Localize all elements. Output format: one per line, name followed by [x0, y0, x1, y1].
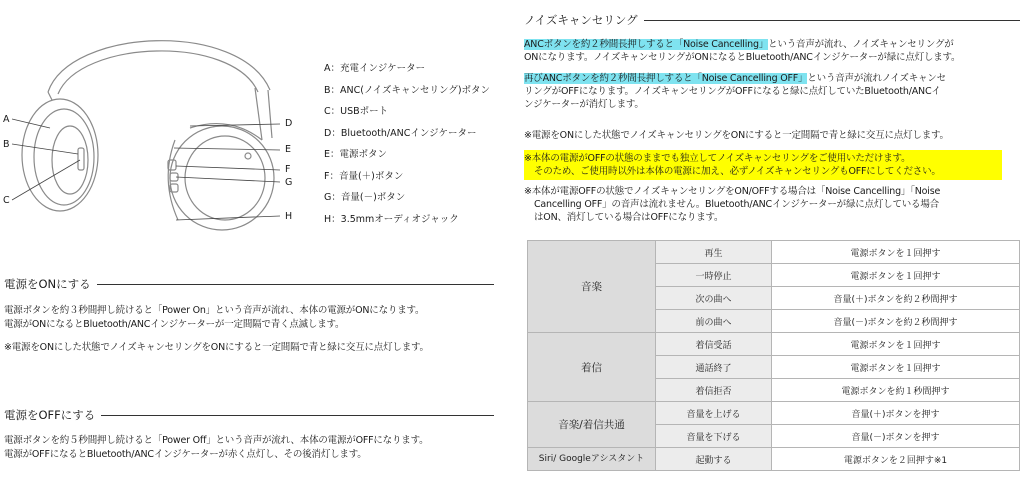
callout-b: B: [3, 139, 10, 150]
section-rule: [644, 20, 1020, 21]
method-cell: 電源ボタンを１回押す: [772, 356, 1020, 379]
method-cell: 電源ボタンを２回押す※1: [772, 448, 1020, 471]
action-cell: 音量を上げる: [656, 402, 772, 425]
nc-p2-line-2: リングがOFFになります。ノイズキャンセリングがOFFになると緑に点灯していたBluetooth/ANCイ: [524, 86, 941, 97]
nc-note-2: [524, 185, 1024, 224]
power-on-line-1: 電源ボタンを約３秒間押し続けると「Power On」という音声が流れ、本体の電源がONになります。: [4, 305, 425, 316]
method-cell: 電源ボタンを１回押す: [772, 264, 1020, 287]
callout-d: D: [285, 118, 293, 129]
table-row: [528, 448, 1020, 471]
section-rule: [101, 415, 494, 416]
category-cell: 着信: [528, 333, 656, 402]
action-cell: 前の曲へ: [656, 310, 772, 333]
part-label: G：音量(－)ボタン: [324, 192, 406, 203]
part-label-list: [324, 62, 514, 234]
nc-note-2-line-2: Cancelling OFF」の音声は流れません。Bluetooth/ANCインジケーターが緑に点灯している場合: [534, 199, 939, 210]
power-off-title: 電源をOFFにする: [4, 408, 96, 422]
action-cell: 一時停止: [656, 264, 772, 287]
method-cell: 音量(＋)ボタンを押す: [772, 402, 1020, 425]
method-cell: 音量(－)ボタンを約２秒間押す: [772, 310, 1020, 333]
action-cell: 次の曲へ: [656, 287, 772, 310]
power-on-note: ※電源をONにした状態でノイズキャンセリングをONにすると一定間隔で青と緑に交互に点灯します。: [4, 342, 429, 353]
nc-note-2-line-3: はON、消灯している場合はOFFになります。: [534, 212, 724, 223]
callout-c: C: [3, 195, 10, 206]
method-cell: 電源ボタンを１回押す: [772, 241, 1020, 264]
part-label: E：電源ボタン: [324, 149, 388, 160]
nc-warning-line-2: そのため、ご使用時以外は本体の電源に加え、必ずノイズキャンセリングもOFFにしてください。: [534, 166, 941, 177]
noise-cancel-heading: [524, 12, 1020, 28]
nc-p2-highlight: 再びANCボタンを約２秒間長押しすると「Noise Cancelling OFF」: [524, 73, 808, 84]
part-label: D：Bluetooth/ANCインジケーター: [324, 127, 477, 139]
part-label: H：3.5mmオーディオジャック: [324, 213, 459, 225]
power-off-line-1: 電源ボタンを約５秒間押し続けると「Power Off」という音声が流れ、本体の電源がOFFになります。: [4, 435, 429, 446]
category-cell: Siri/ Googleアシスタント: [528, 448, 656, 471]
nc-p2-rest: という音声が流れノイズキャンセ: [807, 73, 946, 84]
action-cell: 再生: [656, 241, 772, 264]
table-row: [528, 241, 1020, 264]
category-cell: 音楽/着信共通: [528, 402, 656, 448]
callout-h: H: [285, 211, 292, 222]
nc-paragraph-1: [524, 38, 1022, 64]
headphone-diagram: [0, 20, 300, 240]
action-cell: 起動する: [656, 448, 772, 471]
part-label: B：ANC(ノイズキャンセリング)ボタン: [324, 84, 491, 96]
method-cell: 電源ボタンを約１秒間押す: [772, 379, 1020, 402]
nc-note-2-line-1: ※本体が電源OFFの状態でノイズキャンセリングをON/OFFする場合は「Noise Cancelling」「Noise: [524, 186, 941, 197]
nc-p1-rest: という音声が流れ、ノイズキャンセリングが: [768, 39, 954, 50]
nc-paragraph-2: [524, 72, 1022, 111]
nc-p1-line-2: ONになります。ノイズキャンセリングがONになるとBluetooth/ANCインジケーターが緑に点灯します。: [524, 52, 961, 63]
nc-warning-box: [524, 150, 1002, 180]
power-on-line-2: 電源がONになるとBluetooth/ANCインジケーターが一定間隔で青く点滅します。: [4, 319, 345, 330]
power-off-line-2: 電源がOFFになるとBluetooth/ANCインジケーターが赤く点灯し、その後消灯します。: [4, 449, 367, 460]
callout-f: F: [285, 164, 291, 175]
nc-note-1: ※電源をONにした状態でノイズキャンセリングをONにすると一定間隔で青と緑に交互に点灯します。: [524, 130, 949, 141]
action-cell: 着信受話: [656, 333, 772, 356]
part-label: A：充電インジケーター: [324, 63, 426, 74]
headphone-illustration: [0, 20, 300, 240]
part-label: C：USBポート: [324, 106, 389, 117]
table-row: [528, 402, 1020, 425]
operations-table: [527, 240, 1020, 471]
method-cell: 音量(－)ボタンを押す: [772, 425, 1020, 448]
table-row: [528, 333, 1020, 356]
power-off-heading: [4, 407, 494, 423]
action-cell: 通話終了: [656, 356, 772, 379]
power-on-title: 電源をONにする: [4, 277, 91, 291]
part-label: F：音量(＋)ボタン: [324, 170, 404, 182]
nc-p1-highlight: ANCボタンを約２秒間長押しすると「Noise Cancelling」: [524, 39, 769, 50]
callout-a: A: [3, 114, 10, 125]
section-rule: [97, 284, 494, 285]
action-cell: 着信拒否: [656, 379, 772, 402]
nc-warning-line-1: ※本体の電源がOFFの状態のままでも独立してノイズキャンセリングをご使用いただけます。: [524, 153, 911, 164]
nc-p2-line-3: ンジケーターが消灯します。: [524, 99, 644, 110]
action-cell: 音量を下げる: [656, 425, 772, 448]
method-cell: 音量(＋)ボタンを約２秒間押す: [772, 287, 1020, 310]
callout-g: G: [285, 177, 293, 188]
callout-e: E: [285, 144, 291, 155]
method-cell: 電源ボタンを１回押す: [772, 333, 1020, 356]
power-on-heading: [4, 276, 494, 292]
noise-cancel-title: ノイズキャンセリング: [524, 13, 638, 27]
category-cell: 音楽: [528, 241, 656, 333]
